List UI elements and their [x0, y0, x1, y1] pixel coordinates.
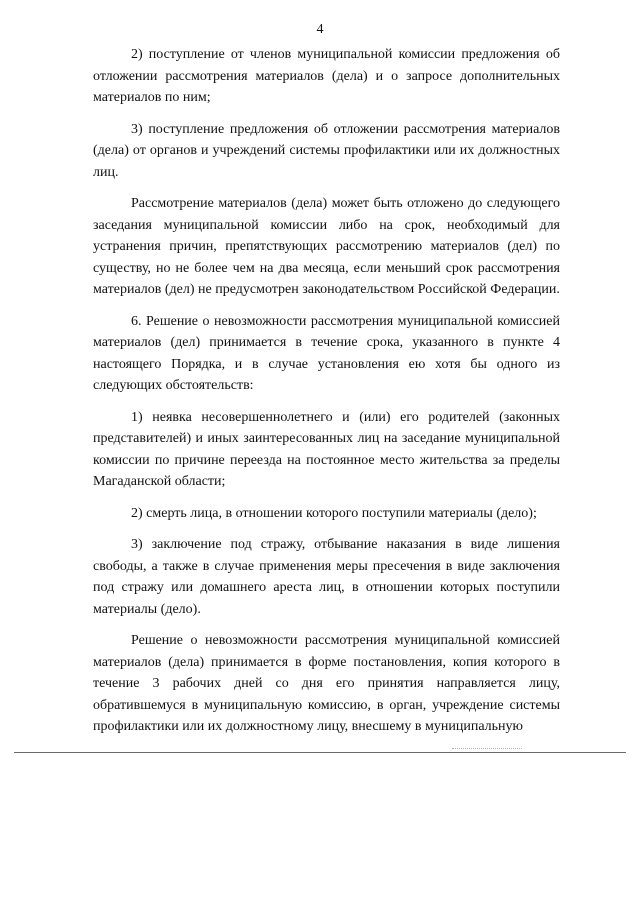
scan-artifact-line: [452, 748, 522, 749]
paragraph-reason-1-absence: 1) неявка несовершеннолетнего и (или) его родителей (законных представителей) и иных заинтересованных лиц на заседание муниципальной комиссии по причине переезда на постоянное место жительства за пределы Магаданской области;: [93, 409, 560, 489]
paragraph-postponement-terms: Рассмотрение материалов (дела) может быть отложено до следующего заседания муниципальной комиссии либо на срок, необходимый для устранения причин, препятствующих рассмотрению материалов (дел) по существу, но не более чем на два месяца, если меньший срок рассмотрения материалов (дел) не предусмотрен законодательством Российской Федерации.: [93, 196, 560, 297]
page-number: 4: [316, 22, 324, 37]
document-body: [93, 44, 560, 738]
paragraph-reason-2-death: 2) смерть лица, в отношении которого поступили материалы (дело);: [131, 505, 537, 521]
paragraph-decision-resolution: Решение о невозможности рассмотрения муниципальной комиссией материалов (дела) принимается в форме постановления, копия которого в течение 3 рабочих дней со дня его принятия направляется лицу, обратившемуся в муниципальную комиссию, в орган, учреждение системы профилактики или их должностному лицу, внесшему в муниципальную: [93, 633, 560, 734]
page-bottom-rule: [14, 752, 626, 753]
paragraph-item-3-proposal-organs: 3) поступление предложения об отложении рассмотрения материалов (дела) от органов и учреждений системы профилактики или их должностных лиц.: [93, 121, 560, 180]
paragraph-section-6-impossibility: 6. Решение о невозможности рассмотрения муниципальной комиссией материалов (дел) принимается в течение срока, указанного в пункте 4 настоящего Порядка, и в случае установления ею хотя бы одного из следующих обстоятельств:: [93, 313, 560, 393]
paragraph-item-2-proposal-members: 2) поступление от членов муниципальной комиссии предложения об отложении рассмотрения материалов (дела) и о запросе дополнительных материалов по ним;: [93, 47, 560, 105]
paragraph-reason-3-custody: 3) заключение под стражу, отбывание наказания в виде лишения свободы, а также в случае применения меры пресечения в виде заключения под стражу или домашнего ареста лиц, в отношении которых поступили материалы (дело).: [93, 537, 560, 617]
